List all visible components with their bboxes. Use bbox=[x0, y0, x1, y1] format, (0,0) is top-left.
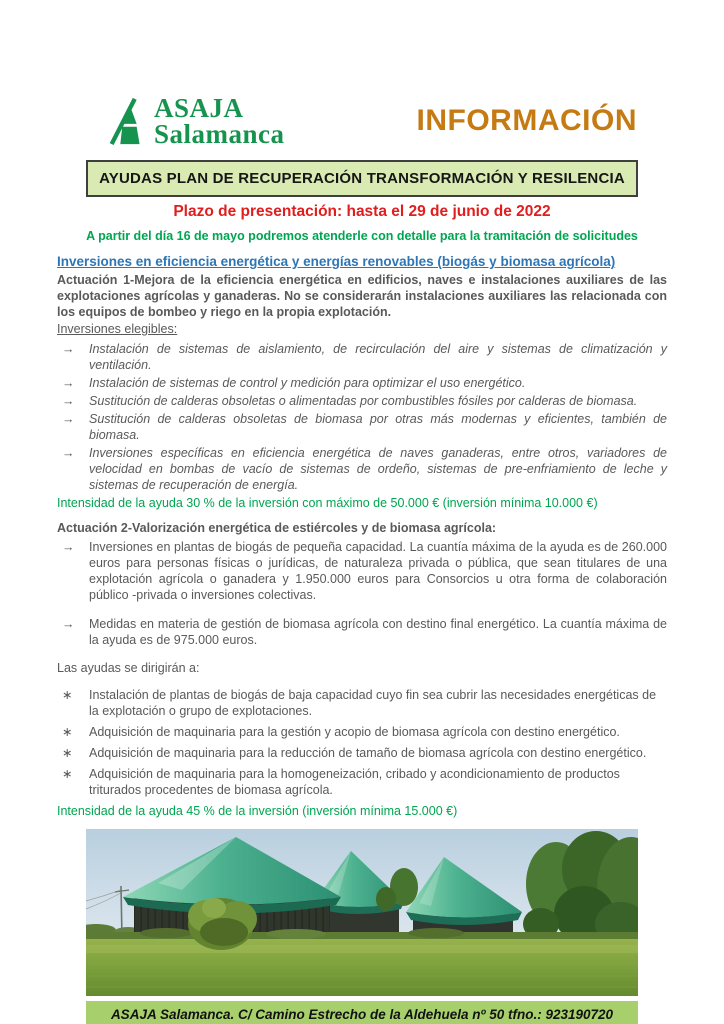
deadline-line: Plazo de presentación: hasta el 29 de junio de 2022 bbox=[173, 203, 551, 220]
target-label: Las ayudas se dirigirán a: bbox=[57, 661, 200, 675]
asterisk-bullet-icon: ∗ bbox=[62, 688, 73, 702]
bullet-text: Instalación de sistemas de control y medición para optimizar el uso energético. bbox=[89, 376, 526, 390]
bullet-text: Instalación de sistemas de aislamiento, de recirculación del aire y sistemas de climatización y ventilación. bbox=[89, 342, 667, 372]
action2-heading: Actuación 2-Valorización energética de estiércoles y de biomasa agrícola: bbox=[57, 521, 497, 535]
bullet-text: Adquisición de maquinaria para la homogeneización, cribado y acondicionamiento de productos triturados procedentes de biomasa agrícola. bbox=[89, 767, 620, 797]
footer-address-bar: ASAJA Salamanca. C/ Camino Estrecho de la Aldehuela nº 50 tfno.: 923190720 bbox=[86, 1001, 638, 1024]
list-item bbox=[62, 375, 667, 391]
arrow-bullet-icon: → bbox=[62, 376, 75, 390]
list-item bbox=[62, 445, 667, 493]
logo-text bbox=[154, 95, 285, 147]
notice-line: A partir del día 16 de mayo podremos atenderle con detalle para la tramitación de solicitudes bbox=[86, 229, 638, 243]
asterisk-bullet-icon: ∗ bbox=[62, 767, 73, 781]
logo-line1: ASAJA bbox=[154, 93, 244, 123]
list-item bbox=[62, 411, 667, 443]
bullet-text: Adquisición de maquinaria para la gestión y acopio de biomasa agrícola con destino energético. bbox=[89, 725, 620, 739]
list-item bbox=[62, 341, 667, 373]
field bbox=[86, 939, 638, 996]
asaja-triangle-icon bbox=[107, 96, 149, 146]
header bbox=[57, 90, 667, 152]
list-item bbox=[62, 539, 667, 603]
arrow-bullet-icon: → bbox=[62, 394, 75, 408]
biogas-plant-domes-photo bbox=[86, 829, 638, 996]
arrow-bullet-icon: → bbox=[62, 446, 75, 460]
list-item bbox=[62, 393, 667, 409]
action2-bullet-list bbox=[57, 539, 667, 648]
list-item bbox=[62, 724, 667, 740]
bullet-text: Inversiones en plantas de biogás de pequeña capacidad. La cuantía máxima de la ayuda es de 260.000 euros para personas físicas o jurídicas, de naturaleza privada o pública, que sean titulares de una explotación agrícola o ganadera y 1.950.000 euros para Consorcios u otra forma de colaboración público -privada o inversiones colectivas. bbox=[89, 540, 667, 602]
bullet-text: Sustitución de calderas obsoletas o alimentadas por combustibles fósiles por calderas de biomasa. bbox=[89, 394, 638, 408]
arrow-bullet-icon: → bbox=[62, 540, 75, 554]
aid-intensity-30: Intensidad de la ayuda 30 % de la inversión con máximo de 50.000 € (inversión mínima 10.000 €) bbox=[57, 496, 598, 510]
list-item bbox=[62, 616, 667, 648]
tree bbox=[376, 887, 396, 911]
arrow-bullet-icon: → bbox=[62, 617, 75, 631]
target-bullet-list bbox=[57, 687, 667, 798]
asterisk-bullet-icon: ∗ bbox=[62, 746, 73, 760]
bullet-text: Sustitución de calderas obsoletas de biomasa por otras más modernas y eficientes, también de biomasa. bbox=[89, 412, 667, 442]
asterisk-bullet-icon: ∗ bbox=[62, 725, 73, 739]
logo-line2: Salamanca bbox=[154, 119, 285, 149]
list-item bbox=[62, 745, 667, 761]
action1-intro: Actuación 1-Mejora de la eficiencia energética en edificios, naves e instalaciones auxiliares de las explotaciones agrícolas y ganaderas. No se considerarán instalaciones auxiliares las relacionada con los equipos de bombeo y riego en la propia explotación. bbox=[57, 273, 667, 319]
list-item bbox=[62, 766, 667, 798]
bullet-text: Instalación de plantas de biogás de baja capacidad cuyo fin sea cubrir las necesidades energéticas de la explotación o grupo de explotaciones. bbox=[89, 688, 657, 718]
title-box: AYUDAS PLAN DE RECUPERACIÓN TRANSFORMACIÓN Y RESILENCIA bbox=[86, 160, 638, 197]
bullet-text: Inversiones específicas en eficiencia energética de naves ganaderas, entre otros, variadores de velocidad en bombas de vacío de sistemas de ordeño, sistemas de pre-enfriamiento de leche y sistemas de recuperación de energía. bbox=[89, 446, 667, 492]
arrow-bullet-icon: → bbox=[62, 342, 75, 356]
bullet-text: Medidas en materia de gestión de biomasa agrícola con destino final energético. La cuantía máxima de la ayuda es de 975.000 euros. bbox=[89, 617, 667, 647]
bullet-text: Adquisición de maquinaria para la reducción de tamaño de biomasa agrícola con destino energético. bbox=[89, 746, 647, 760]
eligible-label: Inversiones elegibles: bbox=[57, 322, 178, 336]
biogas-photo bbox=[86, 829, 638, 996]
action1-bullet-list bbox=[57, 341, 667, 493]
section-heading: Inversiones en eficiencia energética y energías renovables (biogás y biomasa agrícola) bbox=[57, 254, 616, 269]
info-label: INFORMACIÓN bbox=[416, 104, 637, 137]
list-item bbox=[62, 687, 667, 719]
arrow-bullet-icon: → bbox=[62, 412, 75, 426]
aid-intensity-45: Intensidad de la ayuda 45 % de la inversión (inversión mínima 15.000 €) bbox=[57, 804, 458, 818]
asaja-logo bbox=[107, 95, 285, 147]
